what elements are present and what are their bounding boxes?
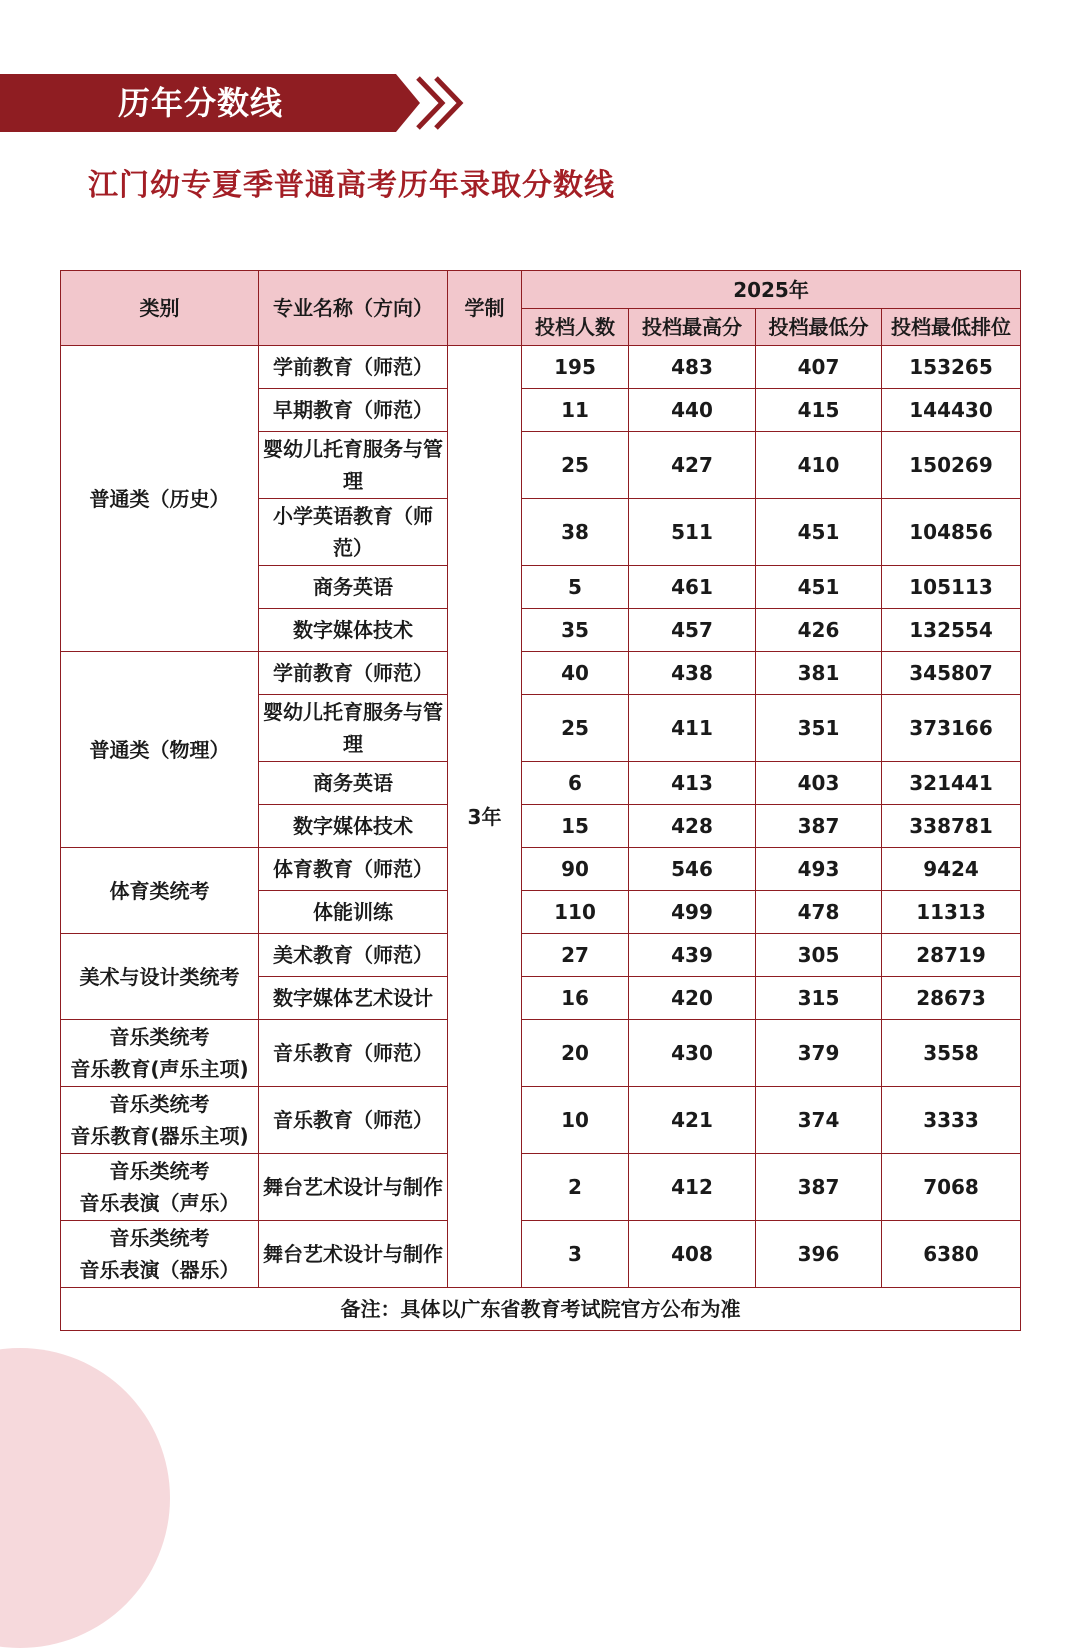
double-chevron-icon	[412, 72, 474, 134]
program-cell: 商务英语	[259, 762, 448, 805]
min-score-cell: 379	[756, 1020, 882, 1087]
max-score-cell: 511	[629, 499, 756, 566]
category-line: 体育类统考	[109, 878, 210, 903]
enrolled-cell: 15	[522, 805, 629, 848]
min-score-cell: 381	[756, 652, 882, 695]
min-score-cell: 396	[756, 1221, 882, 1288]
min-score-cell: 351	[756, 695, 882, 762]
enrolled-cell: 90	[522, 848, 629, 891]
header-program: 专业名称（方向）	[259, 271, 448, 346]
min-rank-cell: 28719	[882, 934, 1021, 977]
min-rank-cell: 7068	[882, 1154, 1021, 1221]
min-score-cell: 451	[756, 566, 882, 609]
program-cell: 早期教育（师范）	[259, 389, 448, 432]
table-row	[61, 848, 1021, 891]
min-rank-cell: 153265	[882, 346, 1021, 389]
category-line: 音乐类统考	[109, 1025, 210, 1049]
max-score-cell: 499	[629, 891, 756, 934]
program-cell: 学前教育（师范）	[259, 346, 448, 389]
decorative-circle	[0, 1348, 170, 1648]
enrolled-cell: 11	[522, 389, 629, 432]
max-score-cell: 428	[629, 805, 756, 848]
min-rank-cell: 104856	[882, 499, 1021, 566]
program-cell: 数字媒体艺术设计	[259, 977, 448, 1020]
header-min-rank: 投档最低排位	[882, 309, 1021, 346]
category-cell	[61, 934, 259, 1020]
category-cell	[61, 1221, 259, 1288]
enrolled-cell: 25	[522, 695, 629, 762]
enrolled-cell: 25	[522, 432, 629, 499]
min-rank-cell: 9424	[882, 848, 1021, 891]
max-score-cell: 420	[629, 977, 756, 1020]
table-row	[61, 1221, 1021, 1288]
category-line: 音乐类统考	[109, 1092, 210, 1116]
min-score-cell: 374	[756, 1087, 882, 1154]
enrolled-cell: 16	[522, 977, 629, 1020]
enrolled-cell: 195	[522, 346, 629, 389]
min-score-cell: 415	[756, 389, 882, 432]
score-table	[60, 270, 1021, 1331]
max-score-cell: 546	[629, 848, 756, 891]
max-score-cell: 439	[629, 934, 756, 977]
enrolled-cell: 40	[522, 652, 629, 695]
table-row	[61, 1154, 1021, 1221]
max-score-cell: 427	[629, 432, 756, 499]
enrolled-cell: 2	[522, 1154, 629, 1221]
min-rank-cell: 6380	[882, 1221, 1021, 1288]
enrolled-cell: 3	[522, 1221, 629, 1288]
min-rank-cell: 3558	[882, 1020, 1021, 1087]
max-score-cell: 430	[629, 1020, 756, 1087]
program-cell: 美术教育（师范）	[259, 934, 448, 977]
max-score-cell: 412	[629, 1154, 756, 1221]
min-rank-cell: 150269	[882, 432, 1021, 499]
enrolled-cell: 27	[522, 934, 629, 977]
min-score-cell: 387	[756, 805, 882, 848]
program-cell: 体能训练	[259, 891, 448, 934]
program-cell: 舞台艺术设计与制作	[259, 1221, 448, 1288]
min-rank-cell: 373166	[882, 695, 1021, 762]
max-score-cell: 413	[629, 762, 756, 805]
banner-title: 历年分数线	[118, 84, 284, 122]
min-score-cell: 305	[756, 934, 882, 977]
max-score-cell: 411	[629, 695, 756, 762]
program-cell: 数字媒体技术	[259, 805, 448, 848]
category-cell	[61, 346, 259, 652]
category-line: 音乐教育(声乐主项)	[70, 1057, 249, 1081]
header-year: 2025年	[522, 271, 1021, 309]
category-line: 普通类（历史）	[89, 486, 230, 511]
table-header	[61, 271, 1021, 346]
duration-cell: 3年	[448, 346, 522, 1288]
page-subtitle: 江门幼专夏季普通高考历年录取分数线	[88, 168, 615, 203]
enrolled-cell: 35	[522, 609, 629, 652]
min-score-cell: 410	[756, 432, 882, 499]
table-row	[61, 934, 1021, 977]
max-score-cell: 440	[629, 389, 756, 432]
table-row	[61, 1087, 1021, 1154]
min-score-cell: 387	[756, 1154, 882, 1221]
program-cell: 舞台艺术设计与制作	[259, 1154, 448, 1221]
program-cell: 学前教育（师范）	[259, 652, 448, 695]
max-score-cell: 408	[629, 1221, 756, 1288]
category-cell	[61, 1020, 259, 1087]
min-rank-cell: 321441	[882, 762, 1021, 805]
enrolled-cell: 20	[522, 1020, 629, 1087]
max-score-cell: 438	[629, 652, 756, 695]
category-cell	[61, 1087, 259, 1154]
min-score-cell: 493	[756, 848, 882, 891]
min-rank-cell: 338781	[882, 805, 1021, 848]
min-score-cell: 451	[756, 499, 882, 566]
enrolled-cell: 38	[522, 499, 629, 566]
enrolled-cell: 110	[522, 891, 629, 934]
table-row	[61, 652, 1021, 695]
table-body	[61, 346, 1021, 1288]
table-note: 备注：具体以广东省教育考试院官方公布为准	[61, 1288, 1021, 1331]
category-line: 音乐类统考	[109, 1159, 210, 1183]
program-cell: 音乐教育（师范）	[259, 1087, 448, 1154]
header-duration: 学制	[448, 271, 522, 346]
header-category: 类别	[61, 271, 259, 346]
min-score-cell: 426	[756, 609, 882, 652]
program-cell: 小学英语教育（师范）	[259, 499, 448, 566]
max-score-cell: 483	[629, 346, 756, 389]
category-cell	[61, 1154, 259, 1221]
min-score-cell: 403	[756, 762, 882, 805]
table-row	[61, 1020, 1021, 1087]
enrolled-cell: 5	[522, 566, 629, 609]
category-line: 音乐表演（声乐）	[79, 1191, 240, 1215]
program-cell: 婴幼儿托育服务与管理	[259, 695, 448, 762]
program-cell: 婴幼儿托育服务与管理	[259, 432, 448, 499]
category-line: 普通类（物理）	[89, 737, 230, 762]
min-rank-cell: 144430	[882, 389, 1021, 432]
category-line: 音乐教育(器乐主项)	[70, 1124, 249, 1148]
max-score-cell: 461	[629, 566, 756, 609]
category-line: 美术与设计类统考	[79, 964, 240, 989]
min-rank-cell: 345807	[882, 652, 1021, 695]
min-rank-cell: 132554	[882, 609, 1021, 652]
min-score-cell: 315	[756, 977, 882, 1020]
max-score-cell: 457	[629, 609, 756, 652]
min-score-cell: 478	[756, 891, 882, 934]
min-rank-cell: 11313	[882, 891, 1021, 934]
min-score-cell: 407	[756, 346, 882, 389]
header-min-score: 投档最低分	[756, 309, 882, 346]
enrolled-cell: 6	[522, 762, 629, 805]
program-cell: 数字媒体技术	[259, 609, 448, 652]
max-score-cell: 421	[629, 1087, 756, 1154]
program-cell: 商务英语	[259, 566, 448, 609]
min-rank-cell: 105113	[882, 566, 1021, 609]
category-cell	[61, 848, 259, 934]
category-line: 音乐表演（器乐）	[79, 1258, 240, 1282]
category-line: 音乐类统考	[109, 1226, 210, 1250]
enrolled-cell: 10	[522, 1087, 629, 1154]
category-cell	[61, 652, 259, 848]
header-max-score: 投档最高分	[629, 309, 756, 346]
table-row	[61, 346, 1021, 389]
program-cell: 体育教育（师范）	[259, 848, 448, 891]
header-enrolled: 投档人数	[522, 309, 629, 346]
min-rank-cell: 28673	[882, 977, 1021, 1020]
min-rank-cell: 3333	[882, 1087, 1021, 1154]
program-cell: 音乐教育（师范）	[259, 1020, 448, 1087]
